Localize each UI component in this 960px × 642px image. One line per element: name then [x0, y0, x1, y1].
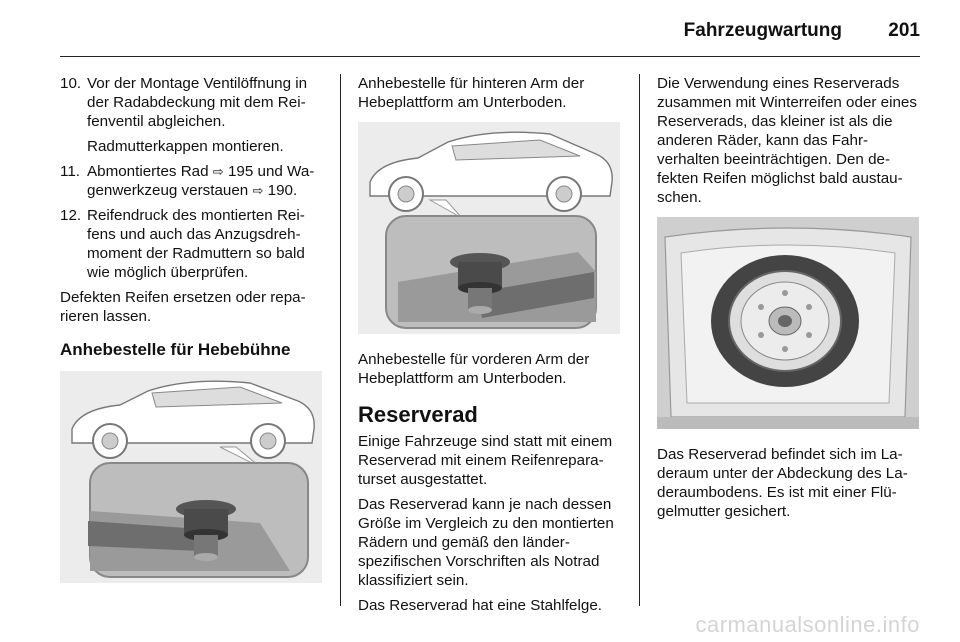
column-middle — [358, 74, 624, 621]
page-title: Fahrzeugwartung — [683, 20, 842, 41]
step-text: Reifendruck des montierten Reifens und auch das Anzugsdrehmoment der Radmuttern so bald wie möglich überprüfen. — [87, 207, 305, 281]
figure-caption: Anhebestelle für hinteren Arm der Hebeplattform am Unterboden. — [358, 75, 585, 111]
step-11 — [60, 162, 328, 200]
paragraph: Das Reserverad kann je nach dessen Größe im Vergleich zu den montierten Rädern und gemäß den länderspezifischen Vorschriften als Notrad klassifiziert sein. — [358, 496, 614, 589]
sub-paragraph: Radmutterkappen montieren. — [87, 138, 284, 155]
paragraph: Das Reserverad hat eine Stahlfelge. — [358, 597, 602, 614]
paragraph: Das Reserverad befindet sich im Laderaum unter der Abdeckung des Laderaumbodens. Es ist mit einer Flügelmutter gesichert. — [657, 446, 908, 520]
header-rule — [60, 56, 920, 57]
step-number: 11. — [60, 163, 80, 180]
paragraph: Defekten Reifen ersetzen oder reparieren lassen. — [60, 289, 306, 325]
step-10 — [60, 74, 328, 131]
arrow-reference-icon[interactable]: ⇨ — [252, 183, 264, 198]
section-heading-reserverad: Reserverad — [358, 402, 478, 427]
paragraph: Einige Fahrzeuge sind statt mit einem Reserverad mit einem Reifenreparaturset ausgestattet. — [358, 433, 613, 488]
step-number: 10. — [60, 75, 82, 92]
figure-lift-point-front — [60, 371, 322, 583]
figure-lift-point-rear — [358, 122, 620, 334]
page-number: 201 — [888, 20, 920, 41]
section-heading: Anhebestelle für Hebebühne — [60, 340, 291, 359]
paragraph: Die Verwendung eines Reserverads zusammen mit Winterreifen oder eines Reserverads, das kleiner ist als die anderen Räder, kann das Fahrverhalten beeinträchtigen. Den defekten Reifen möglichst bald austauschen. — [657, 75, 917, 206]
watermark-text: carmanualsonline.info — [695, 612, 920, 637]
figure-spare-wheel — [657, 217, 919, 429]
step-text-pre: Abmontiertes Rad — [87, 163, 209, 180]
step-number: 12. — [60, 207, 82, 224]
step-text-ref1: 195 und Wagenwerkzeug verstauen — [87, 163, 315, 199]
column-right — [657, 74, 923, 527]
step-12 — [60, 206, 328, 282]
arrow-reference-icon[interactable]: ⇨ — [212, 164, 224, 179]
column-divider-1 — [340, 74, 341, 606]
page-header — [60, 0, 920, 58]
figure-caption: Anhebestelle für vorderen Arm der Hebeplattform am Unterboden. — [358, 351, 590, 387]
column-left — [60, 74, 328, 583]
step-text: Vor der Montage Ventilöffnung in der Radabdeckung mit dem Reifenventil abgleichen. — [87, 75, 308, 130]
step-text-ref2: 190. — [267, 182, 298, 199]
column-divider-2 — [639, 74, 640, 606]
